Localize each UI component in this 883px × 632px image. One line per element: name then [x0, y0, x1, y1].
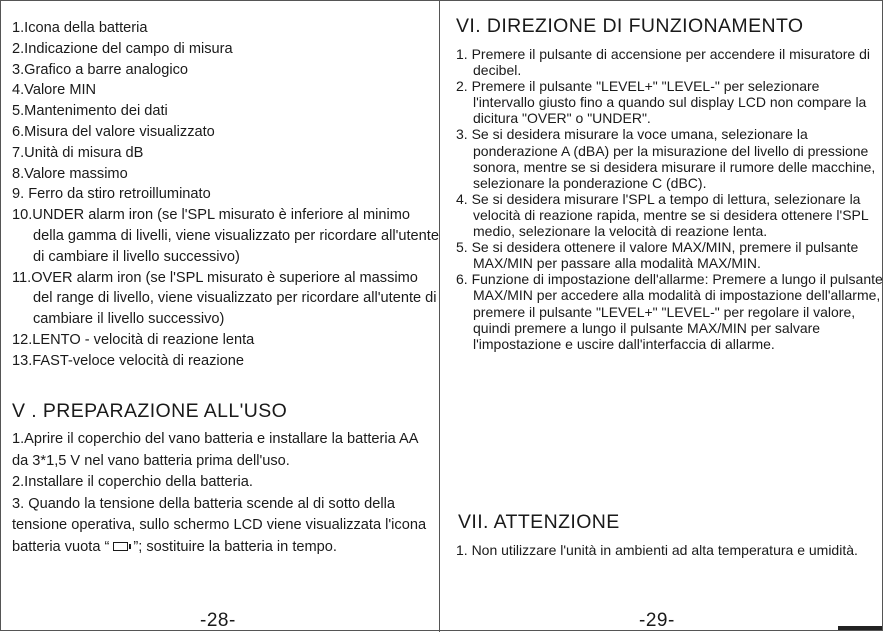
page-number: -28-: [200, 610, 236, 631]
list-item: 2. Premere il pulsante "LEVEL+" "LEVEL-" per selezionare l'intervallo giusto fino a quando sul display LCD non compare la dicitura "OVER" o "UNDER".: [456, 78, 867, 127]
preparation-text: [12, 429, 430, 559]
warning-list: [456, 542, 880, 558]
list-item: 13.FAST-veloce velocità di reazione: [12, 352, 245, 369]
paragraph: [12, 494, 430, 559]
battery-empty-icon: [113, 542, 128, 551]
paragraph: 1.Aprire il coperchio del vano batteria e installare la batteria AA da 3*1,5 V nel vano batteria prima dell'uso.: [12, 431, 418, 469]
section-title-warning: VII. ATTENZIONE: [458, 511, 620, 533]
paragraph-text: ”; sostituire la batteria in tempo.: [133, 538, 337, 555]
feature-list: [12, 18, 439, 372]
list-item: 4. Se si desidera misurare l'SPL a tempo di lettura, selezionare la velocità di reazione rapida, mentre se si desidera ottenere l'SPL medio, selezionare la velocità di reazione lenta.: [456, 190, 869, 240]
operation-steps: [456, 46, 883, 352]
section-title-operation: VI. DIREZIONE DI FUNZIONAMENTO: [456, 15, 804, 37]
page-right: [440, 1, 883, 632]
list-item: 7.Unità di misura dB: [12, 144, 144, 161]
section-title-preparation: V . PREPARAZIONE ALL'USO: [12, 400, 288, 422]
list-item: 1.Icona della batteria: [12, 20, 148, 36]
list-item: 6.Misura del valore visualizzato: [12, 123, 215, 140]
paragraph: 2.Installare il coperchio della batteria.: [12, 474, 253, 491]
list-item: 2.Indicazione del campo di misura: [12, 40, 233, 57]
list-item: 10.UNDER alarm iron (se l'SPL misurato è inferiore al minimo della gamma di livelli, viene visualizzato per ricordare all'utente di cambiare il livello successivo): [12, 207, 439, 265]
list-item: 5.Mantenimento dei dati: [12, 103, 168, 120]
list-item: 5. Se si desidera ottenere il valore MAX/MIN, premere il pulsante MAX/MIN per passare alla modalità MAX/MIN.: [456, 239, 859, 272]
page-left: [1, 1, 439, 632]
paragraph-text: 3. Quando la tensione della batteria scende al di sotto della tensione operativa, sullo schermo LCD viene visualizzata l'icona batteria vuota “: [12, 495, 427, 555]
list-item: 9. Ferro da stiro retroilluminato: [12, 186, 211, 203]
list-item: 3.Grafico a barre analogico: [12, 61, 189, 78]
list-item: 1. Premere il pulsante di accensione per accendere il misuratore di decibel.: [456, 46, 870, 79]
page-number: -29-: [639, 610, 675, 631]
list-item: 6. Funzione di impostazione dell'allarme: Premere a lungo il pulsante MAX/MIN per accedere alla modalità di impostazione dell'allarme, premere il pulsante "LEVEL+" "LEVEL-" per regolare il valore, quindi premere a lungo il pulsante MAX/MIN per salvare l'impostazione e uscire dall'interfaccia di allarme.: [456, 271, 883, 352]
list-item: 4.Valore MIN: [12, 82, 97, 99]
list-item: 3. Se si desidera misurare la voce umana, selezionare la ponderazione A (dBA) per la misurazione del livello di pressione sonora, mentre se si desidera misurare il rumore delle macchine, selezionare la ponderazione C (dBC).: [456, 126, 876, 191]
list-item: 11.OVER alarm iron (se l'SPL misurato è superiore al massimo del range di livello, viene visualizzato per ricordare all'utente di cambiare il livello successivo): [12, 269, 437, 328]
list-item: 12.LENTO - velocità di reazione lenta: [12, 331, 255, 348]
corner-mark: [838, 626, 882, 630]
list-item: 1. Non utilizzare l'unità in ambienti ad alta temperatura e umidità.: [456, 542, 858, 558]
list-item: 8.Valore massimo: [12, 165, 128, 182]
